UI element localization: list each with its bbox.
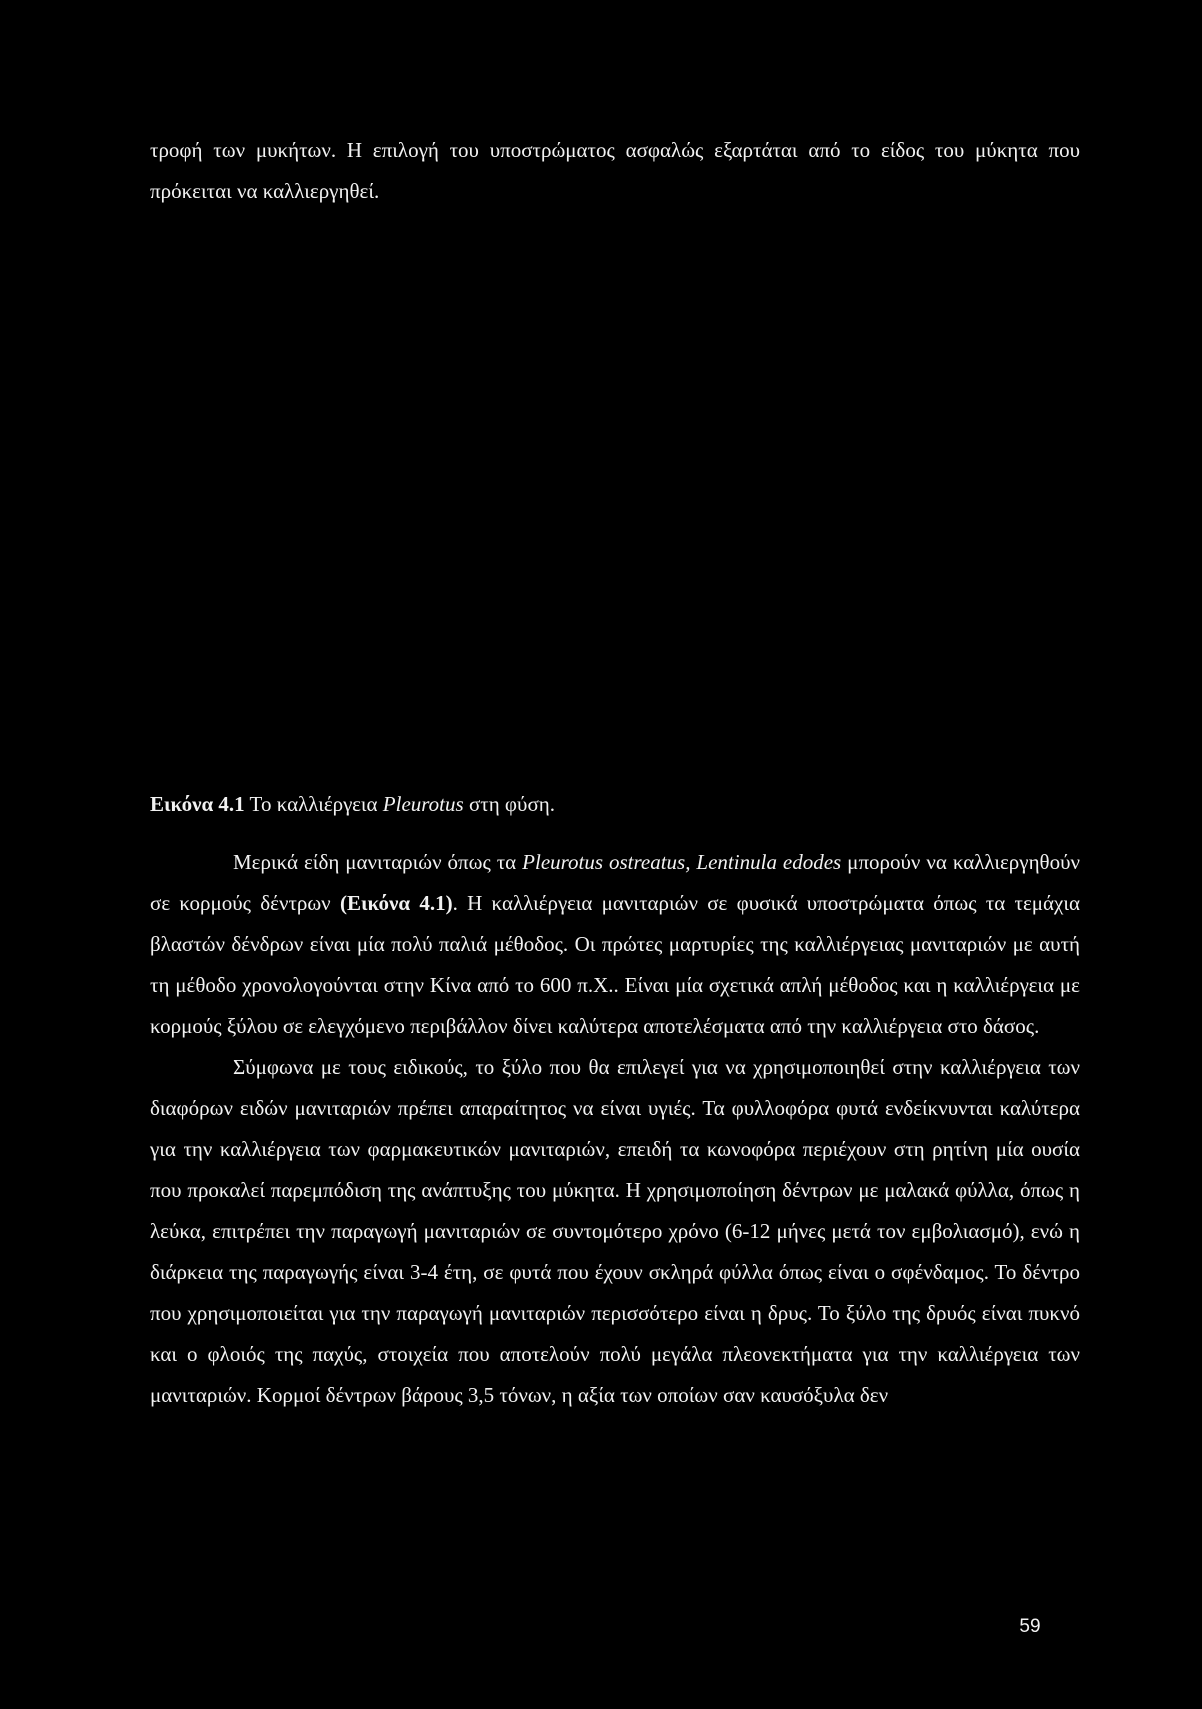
- paragraph-1-part3: . Η καλλιέργεια μανιταριών σε φυσικά υποστρώματα όπως τα τεμάχια βλαστών δένδρων είναι μία πολύ παλιά μέθοδος. Οι πρώτες μαρτυρίες της καλλιέργειας μανιταριών με αυτή τη μέθοδο χρονολογούνται στην Κίνα από το 600 π.Χ.. Είναι μία σχετικά απλή μέθοδος και η καλλιέργεια με κορμούς ξύλου σε ελεγχόμενο περιβάλλον δίνει καλύτερα αποτελέσματα από την καλλιέργεια στο δάσος.: [150, 891, 1080, 1038]
- paragraph-1-species: Pleurotus ostreatus, Lentinula edodes: [522, 850, 842, 874]
- paragraph-1: [150, 842, 1080, 1047]
- paragraph-1-part1: Μερικά είδη μανιταριών όπως τα: [233, 850, 523, 874]
- caption-label: Εικόνα 4.1: [150, 792, 245, 816]
- figure-caption: [150, 784, 1080, 825]
- page-number: 59: [1019, 1616, 1041, 1637]
- figure-4-1-image: [150, 230, 1080, 770]
- caption-text-after: στη φύση.: [463, 792, 555, 816]
- paragraph-2: Σύμφωνα με τους ειδικούς, το ξύλο που θα επιλεγεί για να χρησιμοποιηθεί στην καλλιέργεια των διαφόρων ειδών μανιταριών πρέπει απαραίτητος να είναι υγιές. Τα φυλλοφόρα φυτά ενδείκνυνται καλύτερα για την καλλιέργεια των φαρμακευτικών μανιταριών, επειδή τα κωνοφόρα περιέχουν στη ρητίνη μία ουσία που προκαλεί παρεμπόδιση της ανάπτυξης του μύκητα. Η χρησιμοποίηση δέντρων με μαλακά φύλλα, όπως η λεύκα, επιτρέπει την παραγωγή μανιταριών σε συντομότερο χρόνο (6-12 μήνες μετά τον εμβολιασμό), ενώ η διάρκεια της παραγωγής είναι 3-4 έτη, σε φυτά που έχουν σκληρά φύλλα όπως είναι ο σφένδαμος. Το δέντρο που χρησιμοποιείται για την παραγωγή μανιταριών περισσότερο είναι η δρυς. Το ξύλο της δρυός είναι πυκνό και ο φλοιός της παχύς, στοιχεία που αποτελούν πολύ μεγάλα πλεονεκτήματα για την καλλιέργεια των μανιταριών. Κορμοί δέντρων βάρους 3,5 τόνων, η αξία των οποίων σαν καυσόξυλα δεν: [150, 1055, 1080, 1407]
- paragraph-1-part2: μπορούν να καλλιεργηθούν σε κορμούς δέντρων: [150, 850, 1080, 915]
- caption-text-before: Το καλλιέργεια: [244, 792, 383, 816]
- top-paragraph-text: τροφή των μυκήτων. Η επιλογή του υποστρώματος ασφαλώς εξαρτάται από το είδος του μύκητα που πρόκειται να καλλιεργηθεί.: [150, 138, 1080, 203]
- caption-species: Pleurotus: [382, 792, 464, 816]
- body-text: [150, 842, 1080, 1416]
- top-paragraph: [150, 130, 1080, 212]
- figure-reference: (Εικόνα 4.1): [339, 891, 453, 915]
